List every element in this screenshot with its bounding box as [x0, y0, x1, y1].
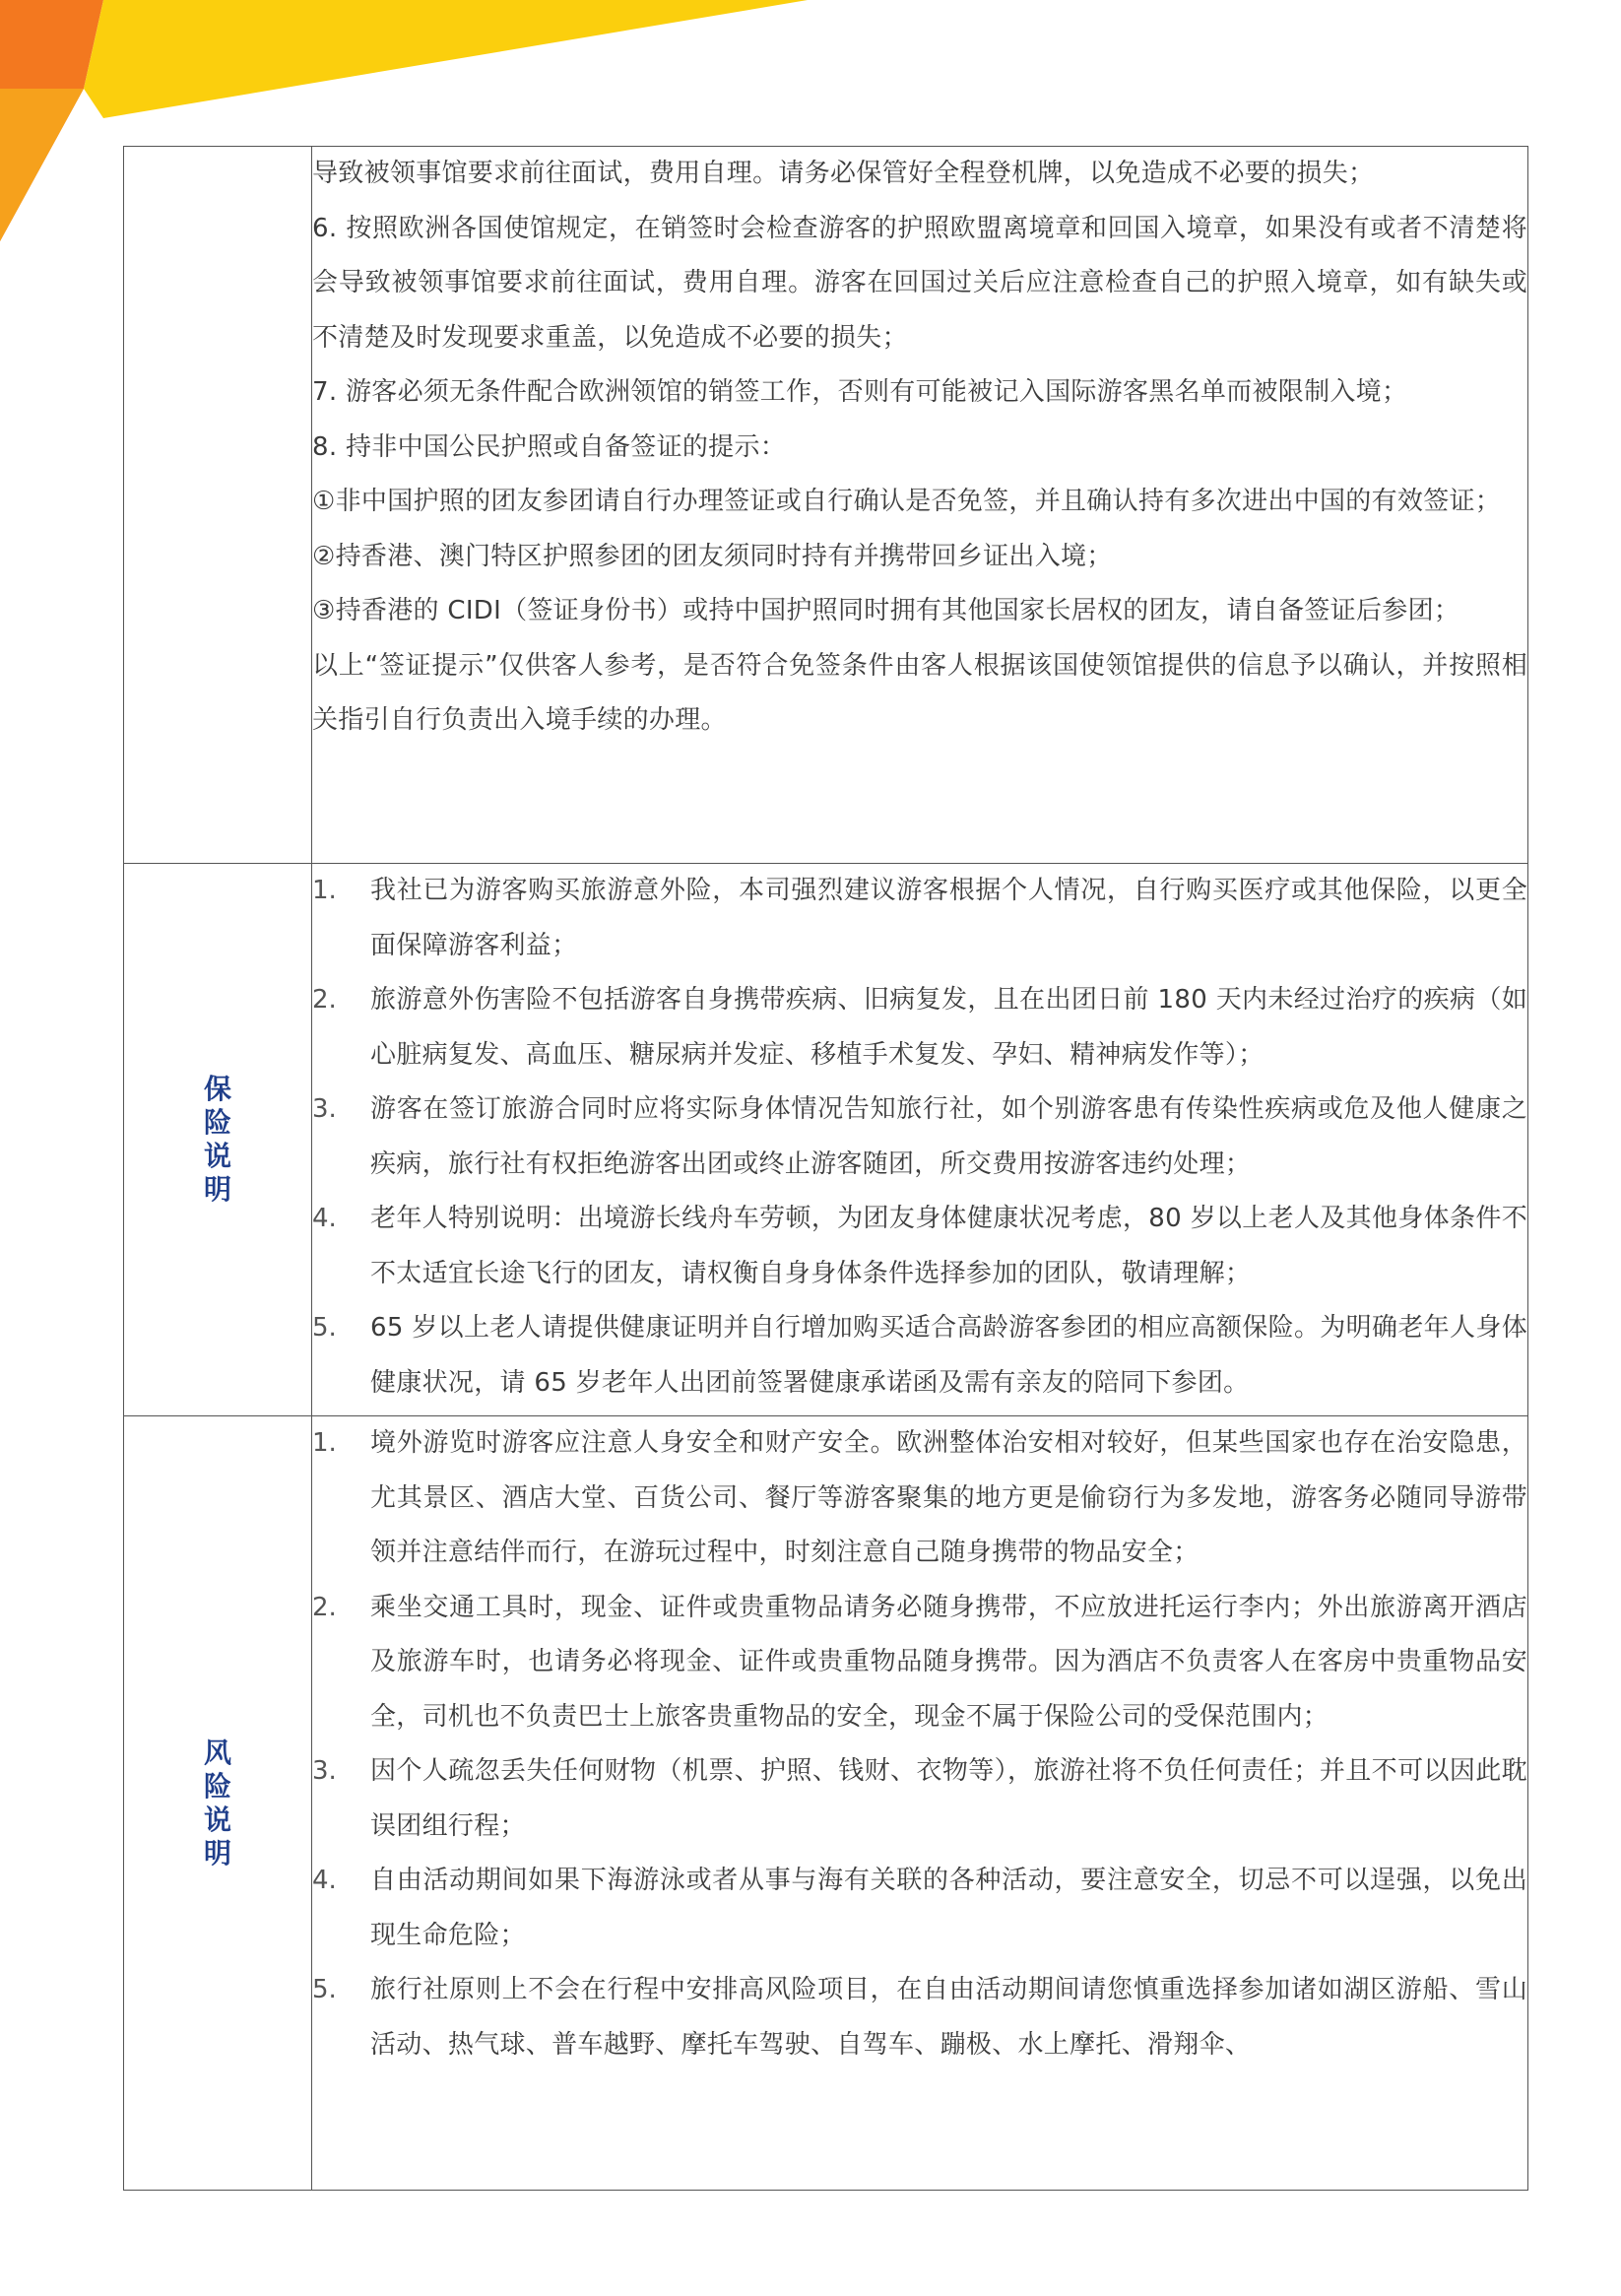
item-number: 5.: [312, 1975, 337, 2004]
visa-paragraph: 以上“签证提示”仅供客人参考，是否符合免签条件由客人根据该国使领馆提供的信息予以确认，并按照相关指引自行负责出入境手续的办理。: [312, 650, 1527, 735]
list-item: [312, 1192, 1527, 1301]
visa-paragraph: ③持香港的 CIDI（签证身份书）或持中国护照同时拥有其他国家长居权的团友，请自备签证后参团；: [312, 596, 1460, 625]
risk-label: 风险说明: [203, 1736, 231, 1870]
list-item: [312, 973, 1527, 1082]
item-text: 乘坐交通工具时，现金、证件或贵重物品请务必随身携带，不应放进托运行李内；外出旅游离开酒店及旅游车时，也请务必将现金、证件或贵重物品随身携带。因为酒店不负责客人在客房中贵重物品安全，司机也不负责巴士上旅客贵重物品的安全，现金不属于保险公司的受保范围内；: [370, 1592, 1527, 1732]
list-item: [312, 1581, 1527, 1745]
risk-content: [312, 1416, 1528, 2191]
visa-content: [312, 147, 1528, 864]
visa-row: [124, 147, 1528, 864]
item-text: 我社已为游客购买旅游意外险，本司强烈建议游客根据个人情况，自行购买医疗或其他保险，以更全面保障游客利益；: [370, 876, 1527, 960]
item-text: 旅行社原则上不会在行程中安排高风险项目，在自由活动期间请您慎重选择参加诸如湖区游船、雪山活动、热气球、普车越野、摩托车驾驶、自驾车、蹦极、水上摩托、滑翔伞、: [370, 1975, 1527, 2060]
item-text: 老年人特别说明：出境游长线舟车劳顿，为团友身体健康状况考虑，80 岁以上老人及其他身体条件不不太适宜长途飞行的团友，请权衡自身身体条件选择参加的团队，敬请理解；: [370, 1204, 1527, 1288]
item-number: 4.: [312, 1204, 337, 1233]
item-text: 自由活动期间如果下海游泳或者从事与海有关联的各种活动，要注意安全，切忌不可以逞强，以免出现生命危险；: [370, 1866, 1527, 1950]
visa-paragraph: ①非中国护照的团友参团请自行办理签证或自行确认是否免签，并且确认持有多次进出中国的有效签证；: [312, 487, 1502, 516]
list-item: [312, 1963, 1527, 2072]
item-number: 2.: [312, 1592, 337, 1622]
item-text: 因个人疏忽丢失任何财物（机票、护照、钱财、衣物等），旅游社将不负任何责任；并且不可以因此耽误团组行程；: [370, 1756, 1527, 1841]
visa-label-cell: [124, 147, 312, 864]
list-item: [312, 1082, 1527, 1192]
item-number: 3.: [312, 1756, 337, 1786]
insurance-label: 保险说明: [203, 1073, 231, 1206]
info-table: [123, 146, 1528, 2191]
item-text: 65 岁以上老人请提供健康证明并自行增加购买适合高龄游客参团的相应高额保险。为明确老年人身体健康状况，请 65 岁老年人出团前签署健康承诺函及需有亲友的陪同下参团。: [370, 1313, 1527, 1398]
item-number: 4.: [312, 1866, 337, 1895]
item-number: 2.: [312, 985, 337, 1015]
visa-paragraph: 7. 游客必须无条件配合欧洲领馆的销签工作，否则有可能被记入国际游客黑名单而被限制入境；: [312, 377, 1408, 407]
insurance-content: [312, 864, 1528, 1416]
item-number: 5.: [312, 1313, 337, 1343]
list-item: [312, 1301, 1527, 1410]
item-number: 1.: [312, 1428, 337, 1458]
item-text: 游客在签订旅游合同时应将实际身体情况告知旅行社，如个别游客患有传染性疾病或危及他人健康之疾病，旅行社有权拒绝游客出团或终止游客随团，所交费用按游客违约处理；: [370, 1094, 1527, 1179]
visa-paragraph: 导致被领事馆要求前往面试，费用自理。请务必保管好全程登机牌，以免造成不必要的损失；: [312, 159, 1375, 188]
list-item: [312, 1854, 1527, 1963]
list-item: [312, 864, 1527, 973]
list-item: [312, 1744, 1527, 1854]
insurance-row: [124, 864, 1528, 1416]
item-number: 3.: [312, 1094, 337, 1124]
visa-paragraph: 6. 按照欧洲各国使馆规定，在销签时会检查游客的护照欧盟离境章和回国入境章，如果没有或者不清楚将会导致被领事馆要求前往面试，费用自理。游客在回国过关后应注意检查自己的护照入境章，如有缺失或不清楚及时发现要求重盖，以免造成不必要的损失；: [312, 213, 1527, 353]
risk-label-cell: [124, 1416, 312, 2191]
visa-paragraph: 8. 持非中国公民护照或自备签证的提示：: [312, 431, 787, 462]
risk-row: [124, 1416, 1528, 2191]
visa-paragraph: ②持香港、澳门特区护照参团的团友须同时持有并携带回乡证出入境；: [312, 541, 1113, 571]
item-text: 旅游意外伤害险不包括游客自身携带疾病、旧病复发，且在出团日前 180 天内未经过治疗的疾病（如心脏病复发、高血压、糖尿病并发症、移植手术复发、孕妇、精神病发作等）；: [370, 985, 1527, 1070]
item-text: 境外游览时游客应注意人身安全和财产安全。欧洲整体治安相对较好，但某些国家也存在治安隐患，尤其景区、酒店大堂、百货公司、餐厅等游客聚集的地方更是偷窃行为多发地，游客务必随同导游带领并注意结伴而行，在游玩过程中，时刻注意自己随身携带的物品安全；: [370, 1428, 1527, 1567]
item-number: 1.: [312, 876, 337, 905]
list-item: [312, 1416, 1527, 1581]
insurance-label-cell: [124, 864, 312, 1416]
